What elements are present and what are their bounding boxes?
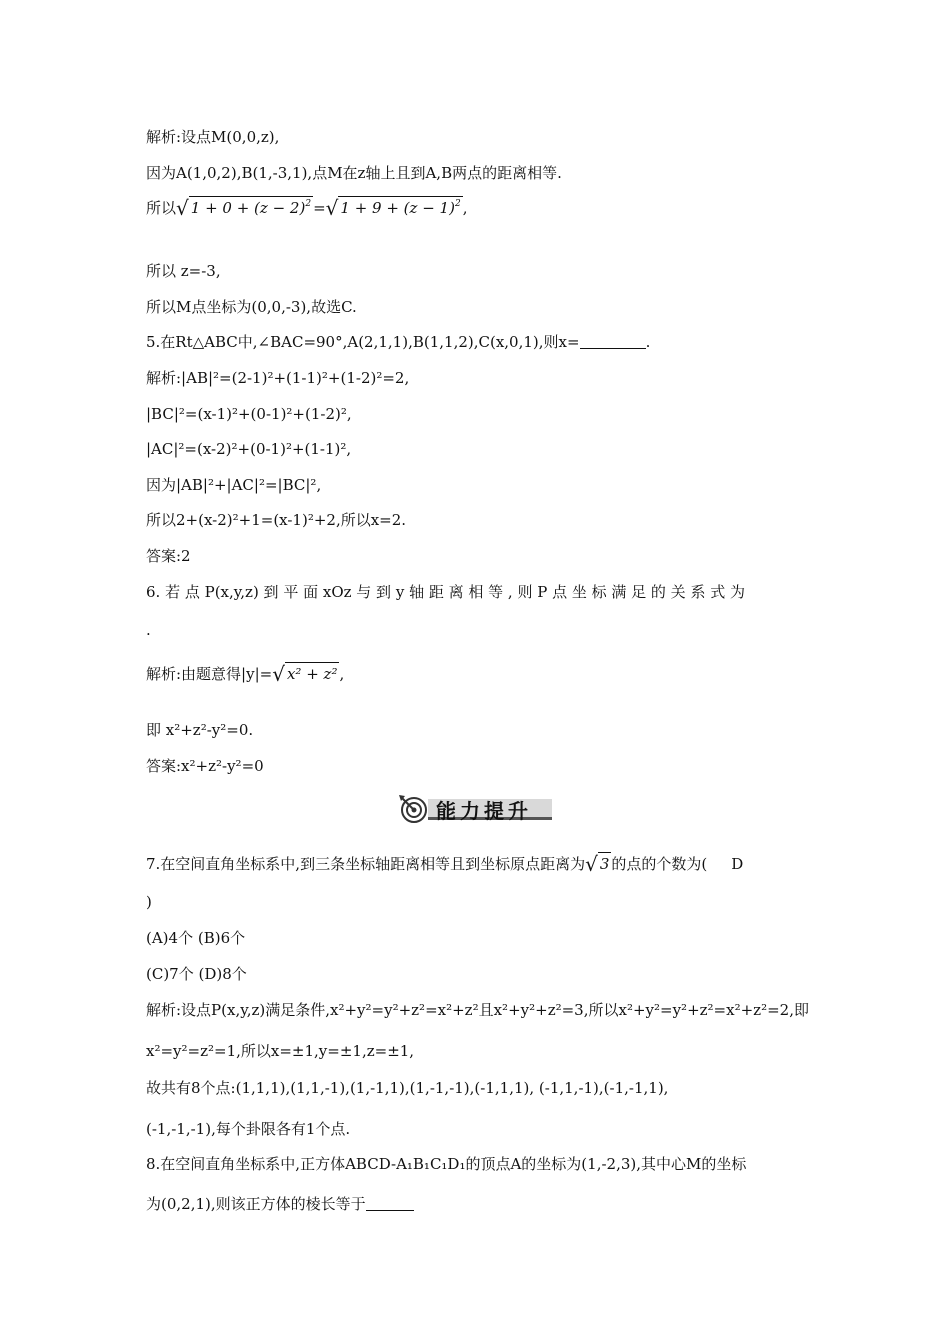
distance-equation [146,196,467,219]
question-8: 8.在空间直角坐标系中,正方体ABCD-A₁B₁C₁D₁的顶点A的坐标为(1,-2,3),其中心M的坐标 [146,1155,747,1173]
analysis-line: 因为|AB|²+|AC|²=|BC|², [146,476,322,494]
analysis-line: |AC|²=(x-2)²+(0-1)²+(1-1)², [146,440,352,458]
answer-line: 答案:2 [146,547,191,565]
analysis-line: x²=y²=z²=1,所以x=±1,y=±1,z=±1, [146,1042,415,1060]
question-6: 6. 若 点 P(x,y,z) 到 平 面 xOz 与 到 y 轴 距 离 相 等 , 则 P 点 坐 标 满 足 的 关 系 式 为 [146,583,745,601]
equation-suffix: , [462,199,468,217]
answer-blank [366,1196,414,1211]
question-7-close: ) [146,893,152,911]
target-icon [398,793,432,825]
radicand: 3 [598,852,612,875]
radicand: x² + z² [285,662,340,685]
analysis-line: 解析:|AB|²=(2-1)²+(1-1)²+(1-2)²=2, [146,369,410,387]
analysis-line: 所以2+(x-2)²+1=(x-1)²+2,所以x=2. [146,511,407,529]
question-7: 7.在空间直角坐标系中,到三条坐标轴距离相等且到坐标原点距离为√ 3 的点的个数为( D [146,852,744,876]
radicand-2: $1 + 9 + (z - 1)^2$ [338,196,462,219]
analysis-line: 因为A(1,0,2),B(1,-3,1),点M在z轴上且到A,B两点的距离相等. [146,164,562,182]
analysis-line: |BC|²=(x-1)²+(0-1)²+(1-2)², [146,405,352,423]
sqrt-symbol: √ [585,852,598,876]
equation-prefix: 所以 [146,199,177,217]
filled-answer: D [731,855,744,873]
option-line: (A)4个 (B)6个 [146,929,246,947]
analysis-line: 故共有8个点:(1,1,1),(1,1,-1),(1,-1,1),(1,-1,-1),(-1,1,1), (-1,1,-1),(-1,-1,1), [146,1079,669,1097]
question-5: 5.在Rt△ABC中,∠BAC=90°,A(2,1,1),B(1,1,2),C(x,0,1),则x= . [146,333,651,351]
analysis-6: 解析:由题意得|y|=√ x² + z² , [146,662,345,686]
option-line: (C)7个 (D)8个 [146,965,247,983]
analysis-line: (-1,-1,-1),每个卦限各有1个点. [146,1120,351,1138]
answer-blank [580,334,646,349]
equals: = [313,199,326,217]
analysis-line: 解析:设点M(0,0,z), [146,128,280,146]
analysis-line: 所以M点坐标为(0,0,-3),故选C. [146,298,357,316]
analysis-line: 解析:设点P(x,y,z)满足条件,x²+y²=y²+z²=x²+z²且x²+y²+z²=3,所以x²+y²=y²+z²=x²+z²=2,即 [146,1001,809,1019]
analysis-line: 所以 z=-3, [146,262,221,280]
sqrt-symbol: √ [325,196,339,220]
sqrt-symbol: √ [272,662,285,686]
sqrt-symbol: √ [176,196,189,220]
answer-line: 答案:x²+z²-y²=0 [146,757,264,775]
section-banner [398,793,552,823]
question-6-end: . [146,621,151,639]
question-8-cont: 为(0,2,1),则该正方体的棱长等于 [146,1193,414,1215]
radicand-1: $1 + 0 + (z - 2)^2$ [189,196,313,219]
banner-title: 能力提升 [436,799,532,823]
analysis-line: 即 x²+z²-y²=0. [146,721,254,739]
